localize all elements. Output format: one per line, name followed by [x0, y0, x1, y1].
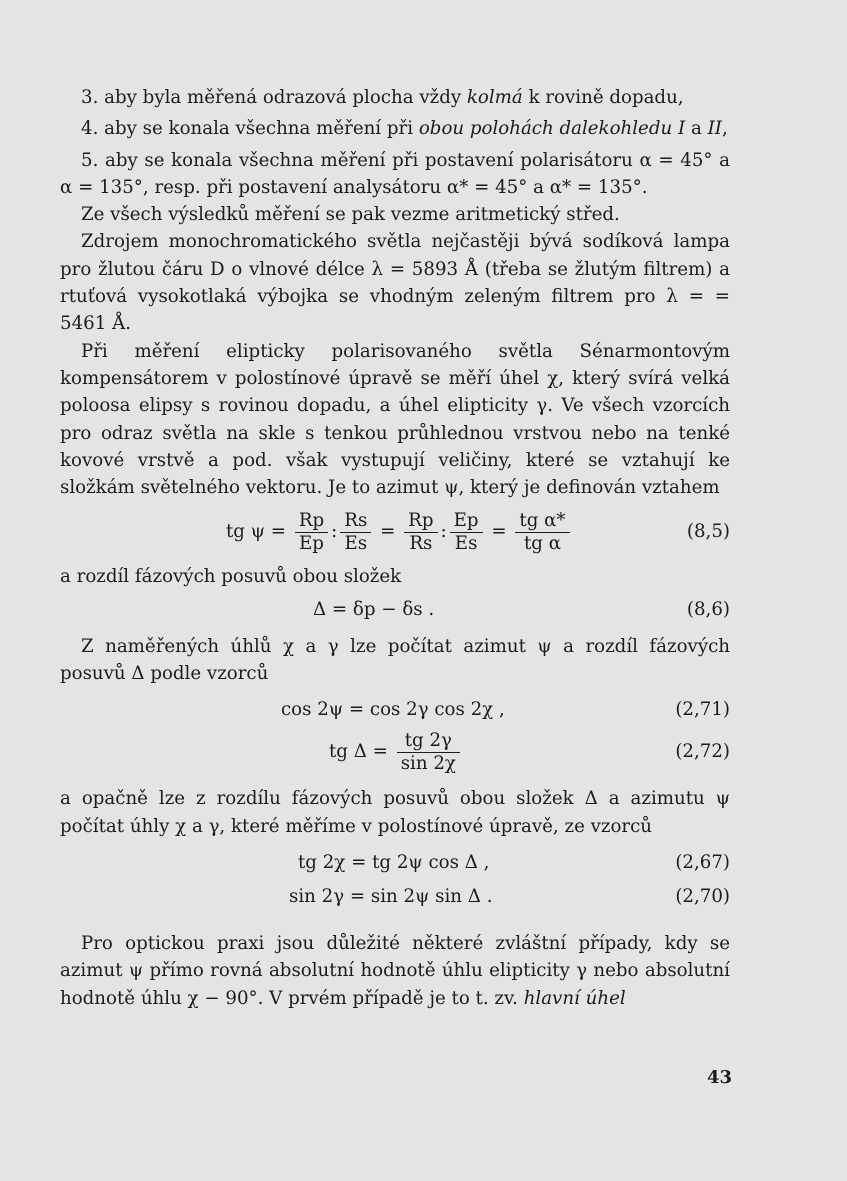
- paragraph: Z naměřených úhlů χ a γ lze počítat azimut ψ a rozdíl fázových posuvů Δ podle vzorců: [60, 635, 730, 685]
- paragraph: a opačně lze z rozdílu fázových posuvů obou složek Δ a azimutu ψ počítat úhly χ a γ, které měříme v polostínové úpravě, ze vzorců: [60, 788, 730, 837]
- equation-number: (8,6): [686, 598, 730, 620]
- equation-2-70: sin 2γ = sin 2ψ sin Δ . (2,70): [60, 882, 730, 912]
- page-number: 43: [706, 1067, 732, 1088]
- fraction: $\frac{\text{tg α*}}{\text{tg α}}$: [515, 510, 569, 555]
- fraction: $\frac{Rp}{Rs}$: [404, 510, 437, 555]
- equation-number: (2,70): [675, 885, 730, 907]
- equation-8-5: tg ψ = $\frac{Rp}{Ep}$ : $\frac{Rs}{Es}$ = $\frac{Rp}{Rs}$ : $\frac{Ep}{Es}$ = $\frac{\text{tg α*}}{\text{tg α}}$ (8,5): [60, 501, 730, 563]
- fraction: $\frac{Ep}{Es}$: [450, 510, 483, 555]
- paragraph: Při měření elipticky polarisovaného světla Sénarmontovým kompensátorem v polostínové úpravě se měří úhel χ, který svírá velká poloosa elipsy s rovinou dopadu, a úhel elipticity γ. Ve všech vzorcích pro odraz světla na skle s tenkou průhlednou vrstvou nebo na tenké kovové vrstvě a pod. však vystupují veličiny, které se vztahují ke složkám světelného vektoru. Je to azimut ψ, který je definován vztahem: [60, 340, 730, 499]
- equation-number: (2,67): [675, 851, 730, 873]
- list-item-3: 3. aby byla měřená odrazová plocha vždy kolmá k rovině dopadu,: [81, 87, 684, 108]
- list-item-5: 5. aby se konala všechna měření při postavení polarisátoru α = 45° a α = 135°, resp. při postavení analysátoru α* = 45° a α* = 135°.: [60, 149, 730, 198]
- equation-number: (8,5): [686, 521, 730, 543]
- fraction: $\frac{Rp}{Ep}$: [295, 510, 328, 555]
- fraction: $\frac{Rs}{Es}$: [340, 510, 371, 555]
- list-item-4: 4. aby se konala všechna měření při obou polohách dalekohledu I a II,: [81, 118, 728, 140]
- paragraph: Ze všech výsledků měření se pak vezme aritmetický střed.: [81, 204, 620, 226]
- equation-2-67: tg 2χ = tg 2ψ cos Δ , (2,67): [60, 848, 730, 878]
- equation-number: (2,72): [675, 741, 730, 763]
- equation-8-6: Δ = δp − δs . (8,6): [60, 595, 730, 625]
- paragraph: a rozdíl fázových posuvů obou složek: [60, 566, 402, 588]
- equation-2-72: tg Δ = $\frac{tg 2\gamma}{\sin 2\chi}$ (2,72): [60, 725, 730, 779]
- equation-number: (2,71): [675, 699, 730, 721]
- paragraph: Pro optickou praxi jsou důležité některé zvláštní případy, kdy se azimut ψ přímo rovná absolutní hodnotě úhlu elipticity γ nebo absolutní hodnotě úhlu χ − 90°. V prvém případě je to t. zv. hlavní úhel: [60, 932, 730, 1009]
- fraction: $\frac{tg 2\gamma}{\sin 2\chi}$: [397, 730, 460, 775]
- paragraph: Zdrojem monochromatického světla nejčastěji bývá sodíková lampa pro žlutou čáru D o vlnové délce λ = 5893 Å (třeba se žlutým filtrem) a rtuťová vysokotlaká výbojka se vhodným zeleným filtrem pro λ = = 5461 Å.: [60, 231, 730, 335]
- equation-2-71: cos 2ψ = cos 2γ cos 2χ , (2,71): [60, 695, 730, 725]
- text-column: [60, 84, 730, 1012]
